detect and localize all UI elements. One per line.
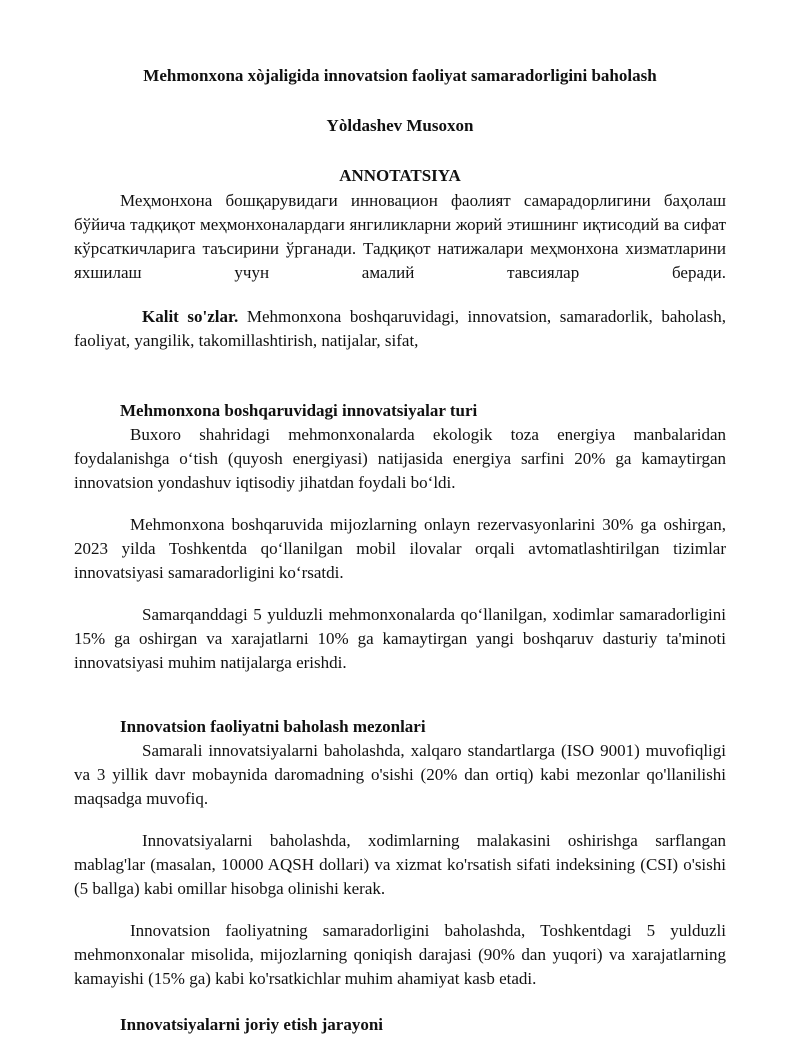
section-paragraph: Innovatsiyalarni baholashda, xodimlarning malakasini oshirishga sarflangan mablag'lar (masalan, 10000 AQSH dollari) va xizmat ko'rsatish sifati indeksining (CSI) o'sishi (5 ballga) kabi omillar hisobga olinishi kerak. [74, 831, 726, 898]
section-paragraph: Samarqanddagi 5 yulduzli mehmonxonalarda qoʻllanilgan, xodimlar samaradorligini 15% ga oshirgan va xarajatlarni 10% ga kamaytirgan yangi boshqaruv dasturiy ta'minoti innovatsiyasi muhim natijalarga erishdi. [74, 605, 726, 672]
section-heading-implementation-process: Innovatsiyalarni joriy etish jarayoni [120, 1015, 384, 1034]
author-name: Yòldashev Musoxon [326, 116, 474, 135]
keywords-text: Mehmonxona boshqaruvidagi, innovatsion, samaradorlik, baholash, faoliyat, yangilik, takomillashtirish, natijalar, sifat, [74, 307, 726, 350]
keywords-paragraph [74, 305, 726, 353]
annotation-heading: ANNOTATSIYA [339, 166, 461, 185]
section-heading-evaluation-criteria: Innovatsion faoliyatni baholash mezonlari [120, 717, 426, 736]
annotation-paragraph: Меҳмонхона бошқарувидаги инновацион фаолият самарадорлигини баҳолаш бўйича тадқиқот меҳмонхоналардаги янгиликларни жорий этишнинг иқтисодий ва сифат кўрсаткичларига таъсирини ўрганади. Тадқиқот натижалари меҳмонхона хизматларини яхшилаш учун амалий тавсиялар беради. [74, 191, 726, 282]
section-paragraph: Buxoro shahridagi mehmonxonalarda ekologik toza energiya manbalaridan foydalanishga oʻtish (quyosh energiyasi) natijasida energiya sarfini 20% ga kamaytirgan innovatsion yondashuv iqtisodiy jihatdan foydali boʻldi. [74, 425, 726, 492]
document-page [74, 64, 726, 1037]
keywords-label: Kalit so'zlar. [142, 307, 239, 326]
section-paragraph: Innovatsion faoliyatning samaradorligini baholashda, Toshkentdagi 5 yulduzli mehmonxonalar misolida, mijozlarning qoniqish darajasi (90% dan yuqori) va xarajatlarning kamayishi (15% ga) kabi ko'rsatkichlar muhim ahamiyat kasb etadi. [74, 921, 726, 988]
document-title: Mehmonxona xòjaligida innovatsion faoliyat samaradorligini baholash [143, 66, 657, 85]
section-paragraph: Mehmonxona boshqaruvida mijozlarning onlayn rezervasyonlarini 30% ga oshirgan, 2023 yilda Toshkentda qoʻllanilgan mobil ilovalar orqali avtomatlashtirilgan tizimlar innovatsiyasi samaradorligini koʻrsatdi. [74, 515, 726, 582]
section-paragraph: Samarali innovatsiyalarni baholashda, xalqaro standartlarga (ISO 9001) muvofiqligi va 3 yillik davr mobaynida daromadning o'sishi (20% dan ortiq) kabi mezonlar qo'llanilishi maqsadga muvofiq. [74, 741, 726, 808]
section-heading-innovation-types: Mehmonxona boshqaruvidagi innovatsiyalar turi [120, 401, 478, 420]
